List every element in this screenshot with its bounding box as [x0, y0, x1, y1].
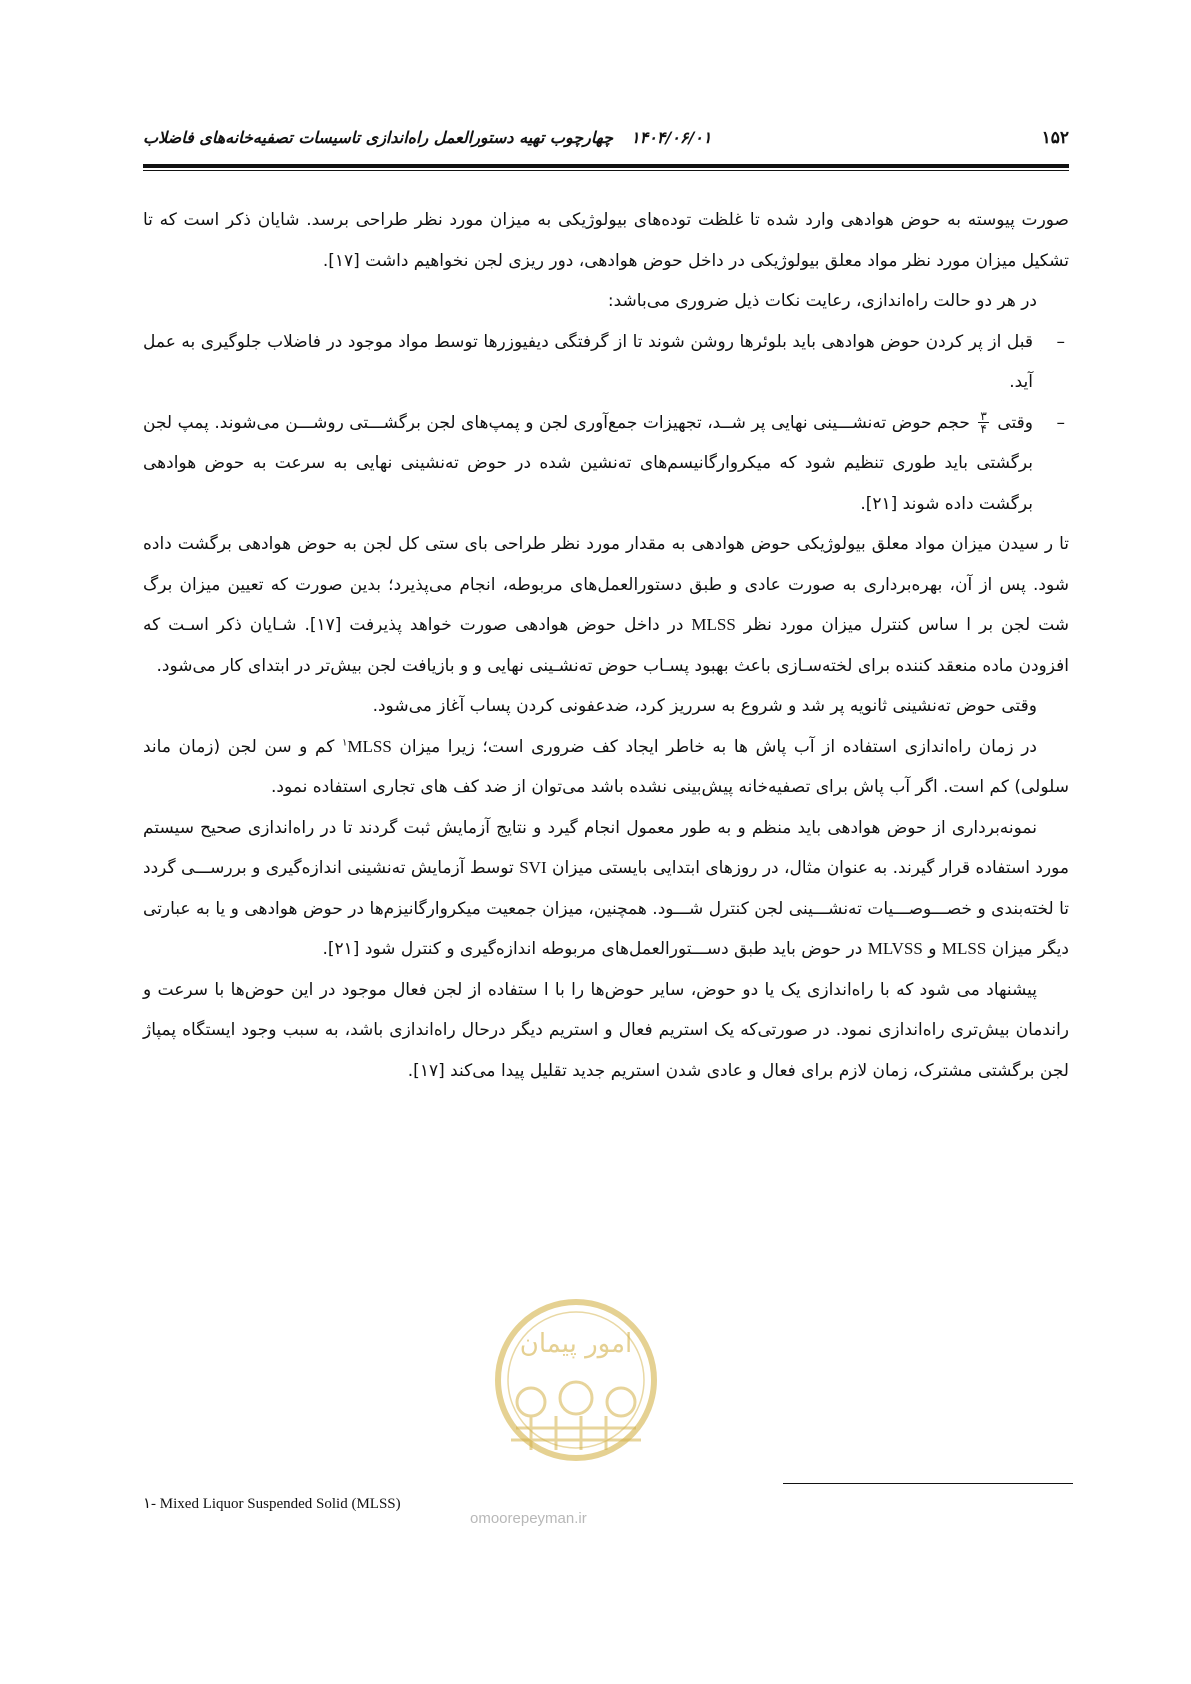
term-mlvss: MLVSS: [867, 939, 923, 958]
header-rule-thin: [143, 170, 1069, 171]
paragraph-5-part-b: کم و سن لجن (زمان ماند سلولی) کم است. اگر آب پاش برای تصفیه‌خانه پیش‌بینی نشده باشد می‌توان از ضد کف های تجاری استفاده نمود.: [143, 736, 1069, 797]
watermark-site: omoorepeyman.ir: [470, 1510, 587, 1527]
footnote-ref: ۱: [341, 736, 348, 748]
conjunction: و: [928, 939, 937, 959]
header-title: چهارچوب تهیه دستورالعمل راه‌اندازی تاسیسات تصفیه‌خانه‌های فاضلاب: [143, 128, 613, 147]
paragraph-3-part-b: در داخل حوض هوادهی صورت خواهد پذیرفت [۱۷]. شـایان ذکر اسـت که افزودن ماده منعقد کننده برای لخته‌سـازی باعث بهبود پسـاب حوض تەنشـینی نهایی و و بازیافت لجن بیش‌تر در ابتدای کار می‌شود.: [143, 615, 1069, 676]
paragraph-6-part-c: در حوض باید طبق دســـتورالعمل‌های مربوطه اندازه‌گیری و کنترل شود [۲۱].: [322, 939, 863, 959]
running-title: [143, 128, 711, 147]
bullet-dash: –: [1056, 331, 1065, 352]
header-rule-thick: [143, 164, 1069, 168]
paragraph-3: [143, 524, 1069, 686]
paragraph-5: [143, 727, 1069, 808]
paragraph-4: وقتی حوض تەنشینی ثانویه پر شد و شروع به سرریز کرد، ضدعفونی کردن پساب آغاز می‌شود.: [372, 696, 1037, 716]
paragraph-5-part-a: در زمان راه‌اندازی استفاده از آب پاش ها به خاطر ایجاد کف ضروری است؛ زیرا میزان: [399, 736, 1038, 757]
term-svi: SVI: [519, 858, 547, 877]
bullet-2-pre: وقتی: [997, 412, 1033, 433]
page-number: ۱۵۲: [1041, 128, 1069, 148]
footnote-rule: [783, 1483, 1073, 1484]
page-header: [143, 126, 1069, 154]
fraction-denominator: ۴: [980, 422, 987, 436]
watermark-logo: [456, 1290, 696, 1490]
paragraph-6-part-b: توسط آزمایش تەنشینی اندازه‌گیری و بررســـی گردد تا لخته‌بندی و خصـــوصـــیات تەنشـــینی لجن کنترل شـــود. همچنین، میزان جمعیت میکروارگانیزم‌ها در حوض هوادهی و یا به عبارتی دیگر میزان: [143, 858, 1069, 959]
watermark-logo-text: امور پیمان: [519, 1329, 633, 1359]
body-text: [143, 200, 1069, 1091]
fraction: [978, 410, 988, 435]
bullet-2-text: حجم حوض تەنشـــینی نهایی پر شــد، تجهیزات جمع‌آوری لجن و پمپ‌های لجن برگشـــتی روشـــن می‌شوند. پمپ لجن برگشتی باید طوری تنظیم شود که میکروارگانیسم‌های تەنشین شده در حوض تەنشینی نهایی به سرعت به حوض هوادهی برگشت داده شوند [۲۱].: [143, 412, 1033, 514]
bullet-dash: –: [1056, 412, 1065, 433]
header-date: ۱۴۰۴/۰۶/۰۱: [631, 128, 712, 147]
bullet-1-text: قبل از پر کردن حوض هوادهی باید بلوئرها روشن شوند تا از گرفتگی دیفیوزرها توسط مواد موجود در فاضلاب جلوگیری به عمل آید.: [143, 331, 1033, 392]
paragraph-1: صورت پیوسته به حوض هوادهی وارد شده تا غلظت توده‌های بیولوژیکی به میزان مورد نظر طراحی برسد. شایان ذکر است که تا تشکیل میزان مورد نظر مواد معلق بیولوژیکی در داخل حوض هوادهی، دور ریزی لجن نخواهیم داشت [۱۷].: [143, 210, 1069, 271]
term-mlss: MLSS: [691, 615, 736, 634]
paragraph-3-part-a: تا ر سیدن میزان مواد معلق بیولوژیکی حوض هوادهی به مقدار مورد نظر طراحی بای ستی کل لجن به حوض هوادهی برگشت داده شود. پس از آن، بهره‌برداری به صورت عادی و طبق دستورالعمل‌های مربوطه، انجام می‌پذیرد؛ بدین صورت که تعیین میزان برگ شت لجن بر ا ساس کنترل میزان مورد نظر: [143, 534, 1070, 635]
paragraph-6: [143, 808, 1069, 970]
fraction-numerator: ۳: [980, 409, 987, 423]
paragraph-2: در هر دو حالت راه‌اندازی، رعایت نکات ذیل ضروری می‌باشد:: [607, 291, 1037, 311]
term-mlss: MLSS: [347, 736, 392, 756]
term-mlss: MLSS: [941, 939, 987, 958]
bullet-item-2: [143, 403, 1069, 525]
paragraph-7: پیشنهاد می شود که با راه‌اندازی یک یا دو حوض، سایر حوض‌ها را با ا ستفاده از لجن فعال موجود در این حوض‌ها با سرعت و راندمان بیش‌تری راه‌اندازی نمود. در صورتی‌که یک استریم فعال و استریم دیگر درحال راه‌اندازی باشد، به سبب وجود ایستگاه پمپاژ لجن برگشتی مشترک، زمان لازم برای فعال و عادی شدن استریم جدید تقلیل پیدا می‌کند [۱۷].: [143, 979, 1069, 1081]
footnote: ۱- Mixed Liquor Suspended Solid (MLSS): [143, 1496, 401, 1512]
paragraph-6-part-a: نمونه‌برداری از حوض هوادهی باید منظم و به طور معمول انجام گیرد و نتایج آزمایش ثبت گردند تا در راه‌اندازی صحیح سیستم مورد استفاده قرار گیرند. به عنوان مثال، در روزهای ابتدایی بایستی میزان: [143, 817, 1069, 878]
bullet-item-1: [143, 322, 1069, 403]
